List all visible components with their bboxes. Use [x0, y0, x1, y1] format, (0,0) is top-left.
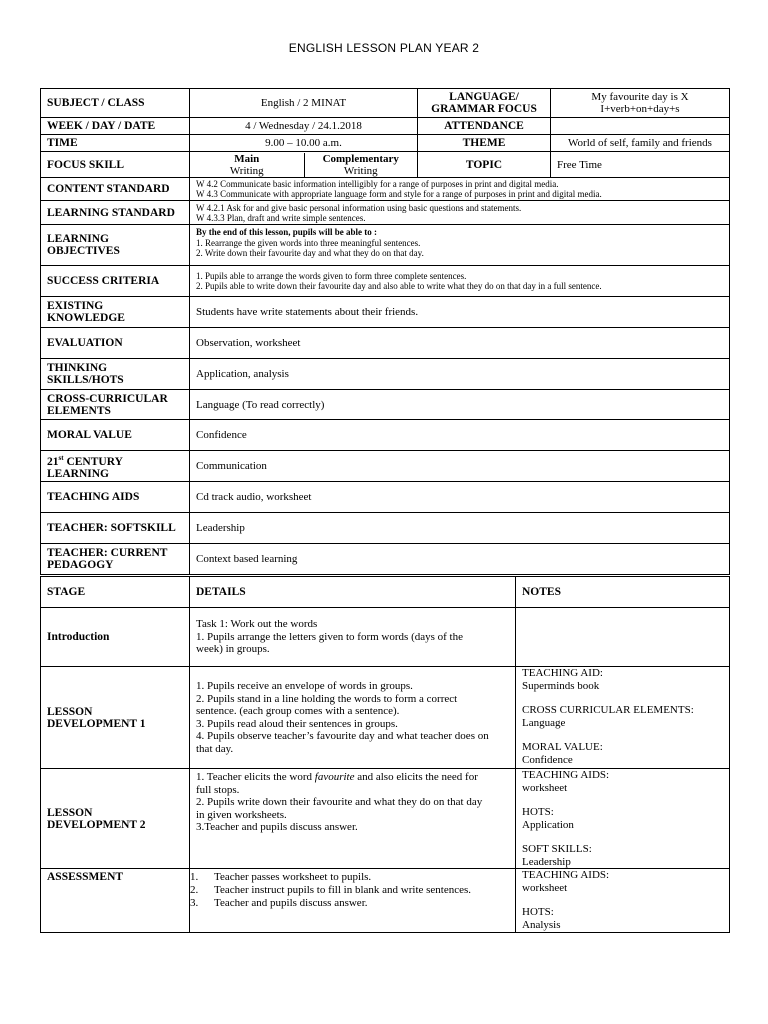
language-focus-value-line2: I+verb+on+day+s	[600, 103, 680, 115]
attendance-value	[551, 118, 730, 135]
dev1-cc-value: Language	[522, 716, 566, 729]
assessment-item-text: Teacher and pupils discuss answer.	[214, 897, 368, 909]
focus-skill-main	[190, 153, 304, 177]
assessment-aid-value: worksheet	[522, 881, 568, 894]
century-learning-value: Communication	[190, 451, 730, 482]
dev2-detail-line: 2. Pupils write down their favourite and what they do on that day	[196, 796, 483, 808]
introduction-details	[190, 608, 516, 667]
pedagogy-value: Context based learning	[190, 544, 730, 575]
dev2-label-line1: LESSON	[47, 806, 93, 819]
cross-curricular-label-line2: ELEMENTS	[47, 404, 111, 417]
content-standard-line1: W 4.2 Communicate basic information intelligibly for a range of purposes in print and digital media.	[196, 179, 559, 189]
success-criteria-value	[190, 266, 730, 297]
dev2-label-line2: DEVELOPMENT 2	[47, 818, 146, 831]
learning-standard-label: LEARNING STANDARD	[41, 201, 190, 225]
dev1-mv-label: MORAL VALUE:	[522, 741, 603, 753]
week-day-date-value: 4 / Wednesday / 24.1.2018	[190, 118, 418, 135]
dev1-aid-label: TEACHING AID:	[522, 667, 603, 679]
dev2-detail-emphasis: favourite	[314, 771, 355, 783]
introduction-detail-line: week) in groups.	[196, 643, 270, 656]
dev1-detail-line: 4. Pupils observe teacher’s favourite day and what teacher does on	[196, 730, 489, 742]
dev2-hots-label: HOTS:	[522, 806, 554, 818]
cross-curricular-label-line1: CROSS-CURRICULAR	[47, 392, 168, 405]
moral-value-label: MORAL VALUE	[41, 420, 190, 451]
assessment-item-text: Teacher passes worksheet to pupils.	[214, 871, 372, 883]
assessment-aid-label: TEACHING AIDS:	[522, 869, 610, 881]
dev1-mv-value: Confidence	[522, 753, 573, 766]
learning-objectives-label	[41, 225, 190, 266]
focus-skill-label: FOCUS SKILL	[41, 152, 190, 178]
topic-label: TOPIC	[418, 152, 551, 178]
century-learning-num: 21	[47, 455, 59, 468]
dev2-label	[41, 769, 190, 869]
success-criteria-label: SUCCESS CRITERIA	[41, 266, 190, 297]
content-standard-value	[190, 178, 730, 201]
existing-knowledge-value: Students have write statements about their friends.	[190, 297, 730, 328]
lesson-detail-table	[40, 177, 730, 575]
dev1-detail-line: 3. Pupils read aloud their sentences in groups.	[196, 717, 398, 730]
assessment-item	[190, 897, 509, 910]
assessment-details	[190, 869, 516, 933]
century-learning-sup: st	[58, 454, 64, 463]
existing-knowledge-label-line2: KNOWLEDGE	[47, 312, 125, 324]
thinking-skills-label	[41, 359, 190, 390]
evaluation-value: Observation, worksheet	[190, 328, 730, 359]
details-header: DETAILS	[190, 577, 516, 608]
dev1-label	[41, 667, 190, 769]
assessment-label: ASSESSMENT	[41, 869, 190, 933]
evaluation-label: EVALUATION	[41, 328, 190, 359]
dev1-label-line1: LESSON	[47, 705, 93, 718]
dev1-details	[190, 667, 516, 769]
success-criteria-line2: 2. Pupils able to write down their favourite day and also able to write what they do on that day in a full sentence.	[196, 281, 602, 291]
teaching-aids-value: Cd track audio, worksheet	[190, 482, 730, 513]
thinking-skills-value: Application, analysis	[190, 359, 730, 390]
attendance-label: ATTENDANCE	[418, 118, 551, 135]
subject-class-label: SUBJECT / CLASS	[41, 89, 190, 118]
topic-value: Free Time	[551, 152, 730, 178]
thinking-skills-label-line2: SKILLS/HOTS	[47, 374, 124, 386]
introduction-detail-line: Task 1: Work out the words	[196, 618, 318, 631]
assessment-item	[190, 871, 509, 884]
notes-header: NOTES	[516, 577, 730, 608]
assessment-hots-value: Analysis	[522, 918, 561, 931]
pedagogy-label-line2: PEDAGOGY	[47, 559, 114, 571]
existing-knowledge-label	[41, 297, 190, 328]
dev2-detail-line: 3.Teacher and pupils discuss answer.	[196, 821, 358, 833]
century-learning-label-line1	[47, 452, 183, 468]
century-learning-rest: CENTURY	[63, 455, 123, 468]
stage-header: STAGE	[41, 577, 190, 608]
success-criteria-line1: 1. Pupils able to arrange the words given to form three complete sentences.	[196, 271, 467, 281]
language-focus-label-line2: GRAMMAR FOCUS	[431, 103, 537, 115]
assessment-item	[190, 884, 509, 897]
language-focus-value	[551, 89, 730, 118]
pedagogy-label-line1: TEACHER: CURRENT	[47, 547, 168, 559]
language-focus-value-line1: My favourite day is X	[591, 91, 689, 103]
assessment-item-num: 2.	[190, 884, 199, 896]
dev2-detail-line: full stops.	[196, 783, 240, 796]
language-focus-label-line1: LANGUAGE/	[449, 91, 519, 103]
lesson-header-table	[40, 88, 730, 178]
dev2-detail-line	[196, 771, 509, 784]
theme-value: World of self, family and friends	[551, 135, 730, 152]
focus-skill-split	[190, 153, 417, 177]
century-learning-label-line2: LEARNING	[47, 467, 109, 480]
dev2-details	[190, 769, 516, 869]
dev2-aid-label: TEACHING AIDS:	[522, 769, 610, 781]
dev1-detail-line: sentence. (each group comes with a sentence).	[196, 705, 400, 717]
learning-objectives-label-line1: LEARNING	[47, 233, 109, 245]
learning-objectives-label-line2: OBJECTIVES	[47, 245, 120, 257]
introduction-label: Introduction	[41, 608, 190, 667]
time-value: 9.00 – 10.00 a.m.	[190, 135, 418, 152]
introduction-detail-line: 1. Pupils arrange the letters given to form words (days of the	[196, 630, 463, 643]
learning-standard-value	[190, 201, 730, 225]
assessment-hots-label: HOTS:	[522, 906, 554, 918]
existing-knowledge-label-line1: EXISTING	[47, 300, 104, 312]
softskill-value: Leadership	[190, 513, 730, 544]
moral-value-value: Confidence	[190, 420, 730, 451]
dev2-detail-pre: 1. Teacher elicits the word	[196, 771, 315, 783]
focus-skill-complementary	[304, 153, 417, 177]
dev1-label-line2: DEVELOPMENT 1	[47, 717, 146, 730]
content-standard-label: CONTENT STANDARD	[41, 178, 190, 201]
dev1-detail-line: 1. Pupils receive an envelope of words in groups.	[196, 680, 413, 692]
language-focus-label	[418, 89, 551, 118]
document-title: ENGLISH LESSON PLAN YEAR 2	[288, 41, 480, 55]
introduction-notes	[516, 608, 730, 667]
assessment-item-num: 3.	[190, 897, 199, 909]
focus-skill-main-label: Main	[234, 152, 260, 165]
teaching-aids-label: TEACHING AIDS	[41, 482, 190, 513]
learning-standard-line2: W 4.3.3 Plan, draft and write simple sentences.	[196, 212, 366, 223]
cross-curricular-label	[41, 390, 190, 420]
dev2-detail-line: in given worksheets.	[196, 808, 287, 821]
subject-class-value: English / 2 MINAT	[190, 89, 418, 118]
learning-standard-line1: W 4.2.1 Ask for and give basic personal information using basic questions and statements.	[196, 202, 522, 213]
assessment-item-text: Teacher instruct pupils to fill in blank and write sentences.	[214, 884, 472, 896]
dev2-ss-value: Leadership	[522, 855, 571, 868]
learning-objectives-intro: By the end of this lesson, pupils will be able to :	[196, 227, 378, 237]
dev1-cc-label: CROSS CURRICULAR ELEMENTS:	[522, 704, 694, 716]
dev1-detail-line: 2. Pupils stand in a line holding the words to form a correct	[196, 692, 458, 705]
content-standard-line2: W 4.3 Communicate with appropriate language form and style for a range of purposes in print and digital media.	[196, 189, 602, 199]
dev2-aid-value: worksheet	[522, 781, 568, 794]
dev1-detail-line: that day.	[196, 742, 234, 755]
focus-skill-main-value: Writing	[229, 164, 264, 177]
assessment-list	[190, 871, 509, 910]
learning-objectives-value	[190, 225, 730, 266]
dev2-ss-label: SOFT SKILLS:	[522, 843, 592, 855]
time-label: TIME	[41, 135, 190, 152]
theme-label: THEME	[418, 135, 551, 152]
pedagogy-label	[41, 544, 190, 575]
focus-skill-value	[190, 152, 418, 178]
focus-skill-comp-value: Writing	[343, 164, 378, 177]
cross-curricular-value: Language (To read correctly)	[190, 390, 730, 420]
assessment-item-num: 1.	[190, 871, 199, 883]
learning-objectives-line1: 1. Rearrange the given words into three meaningful sentences.	[196, 237, 421, 248]
dev2-notes	[516, 769, 730, 869]
century-learning-label	[41, 451, 190, 482]
dev1-aid-value: Superminds book	[522, 679, 600, 692]
learning-objectives-line2: 2. Write down their favourite day and what they do on that day.	[196, 248, 424, 258]
dev2-hots-value: Application	[522, 818, 574, 831]
focus-skill-comp-label: Complementary	[322, 152, 399, 165]
dev2-detail-post: and also elicits the need for	[354, 771, 478, 783]
softskill-label: TEACHER: SOFTSKILL	[41, 513, 190, 544]
lesson-stages-table	[40, 576, 730, 933]
dev1-notes	[516, 667, 730, 769]
week-day-date-label: WEEK / DAY / DATE	[41, 118, 190, 135]
thinking-skills-label-line1: THINKING	[47, 362, 108, 374]
assessment-notes	[516, 869, 730, 933]
